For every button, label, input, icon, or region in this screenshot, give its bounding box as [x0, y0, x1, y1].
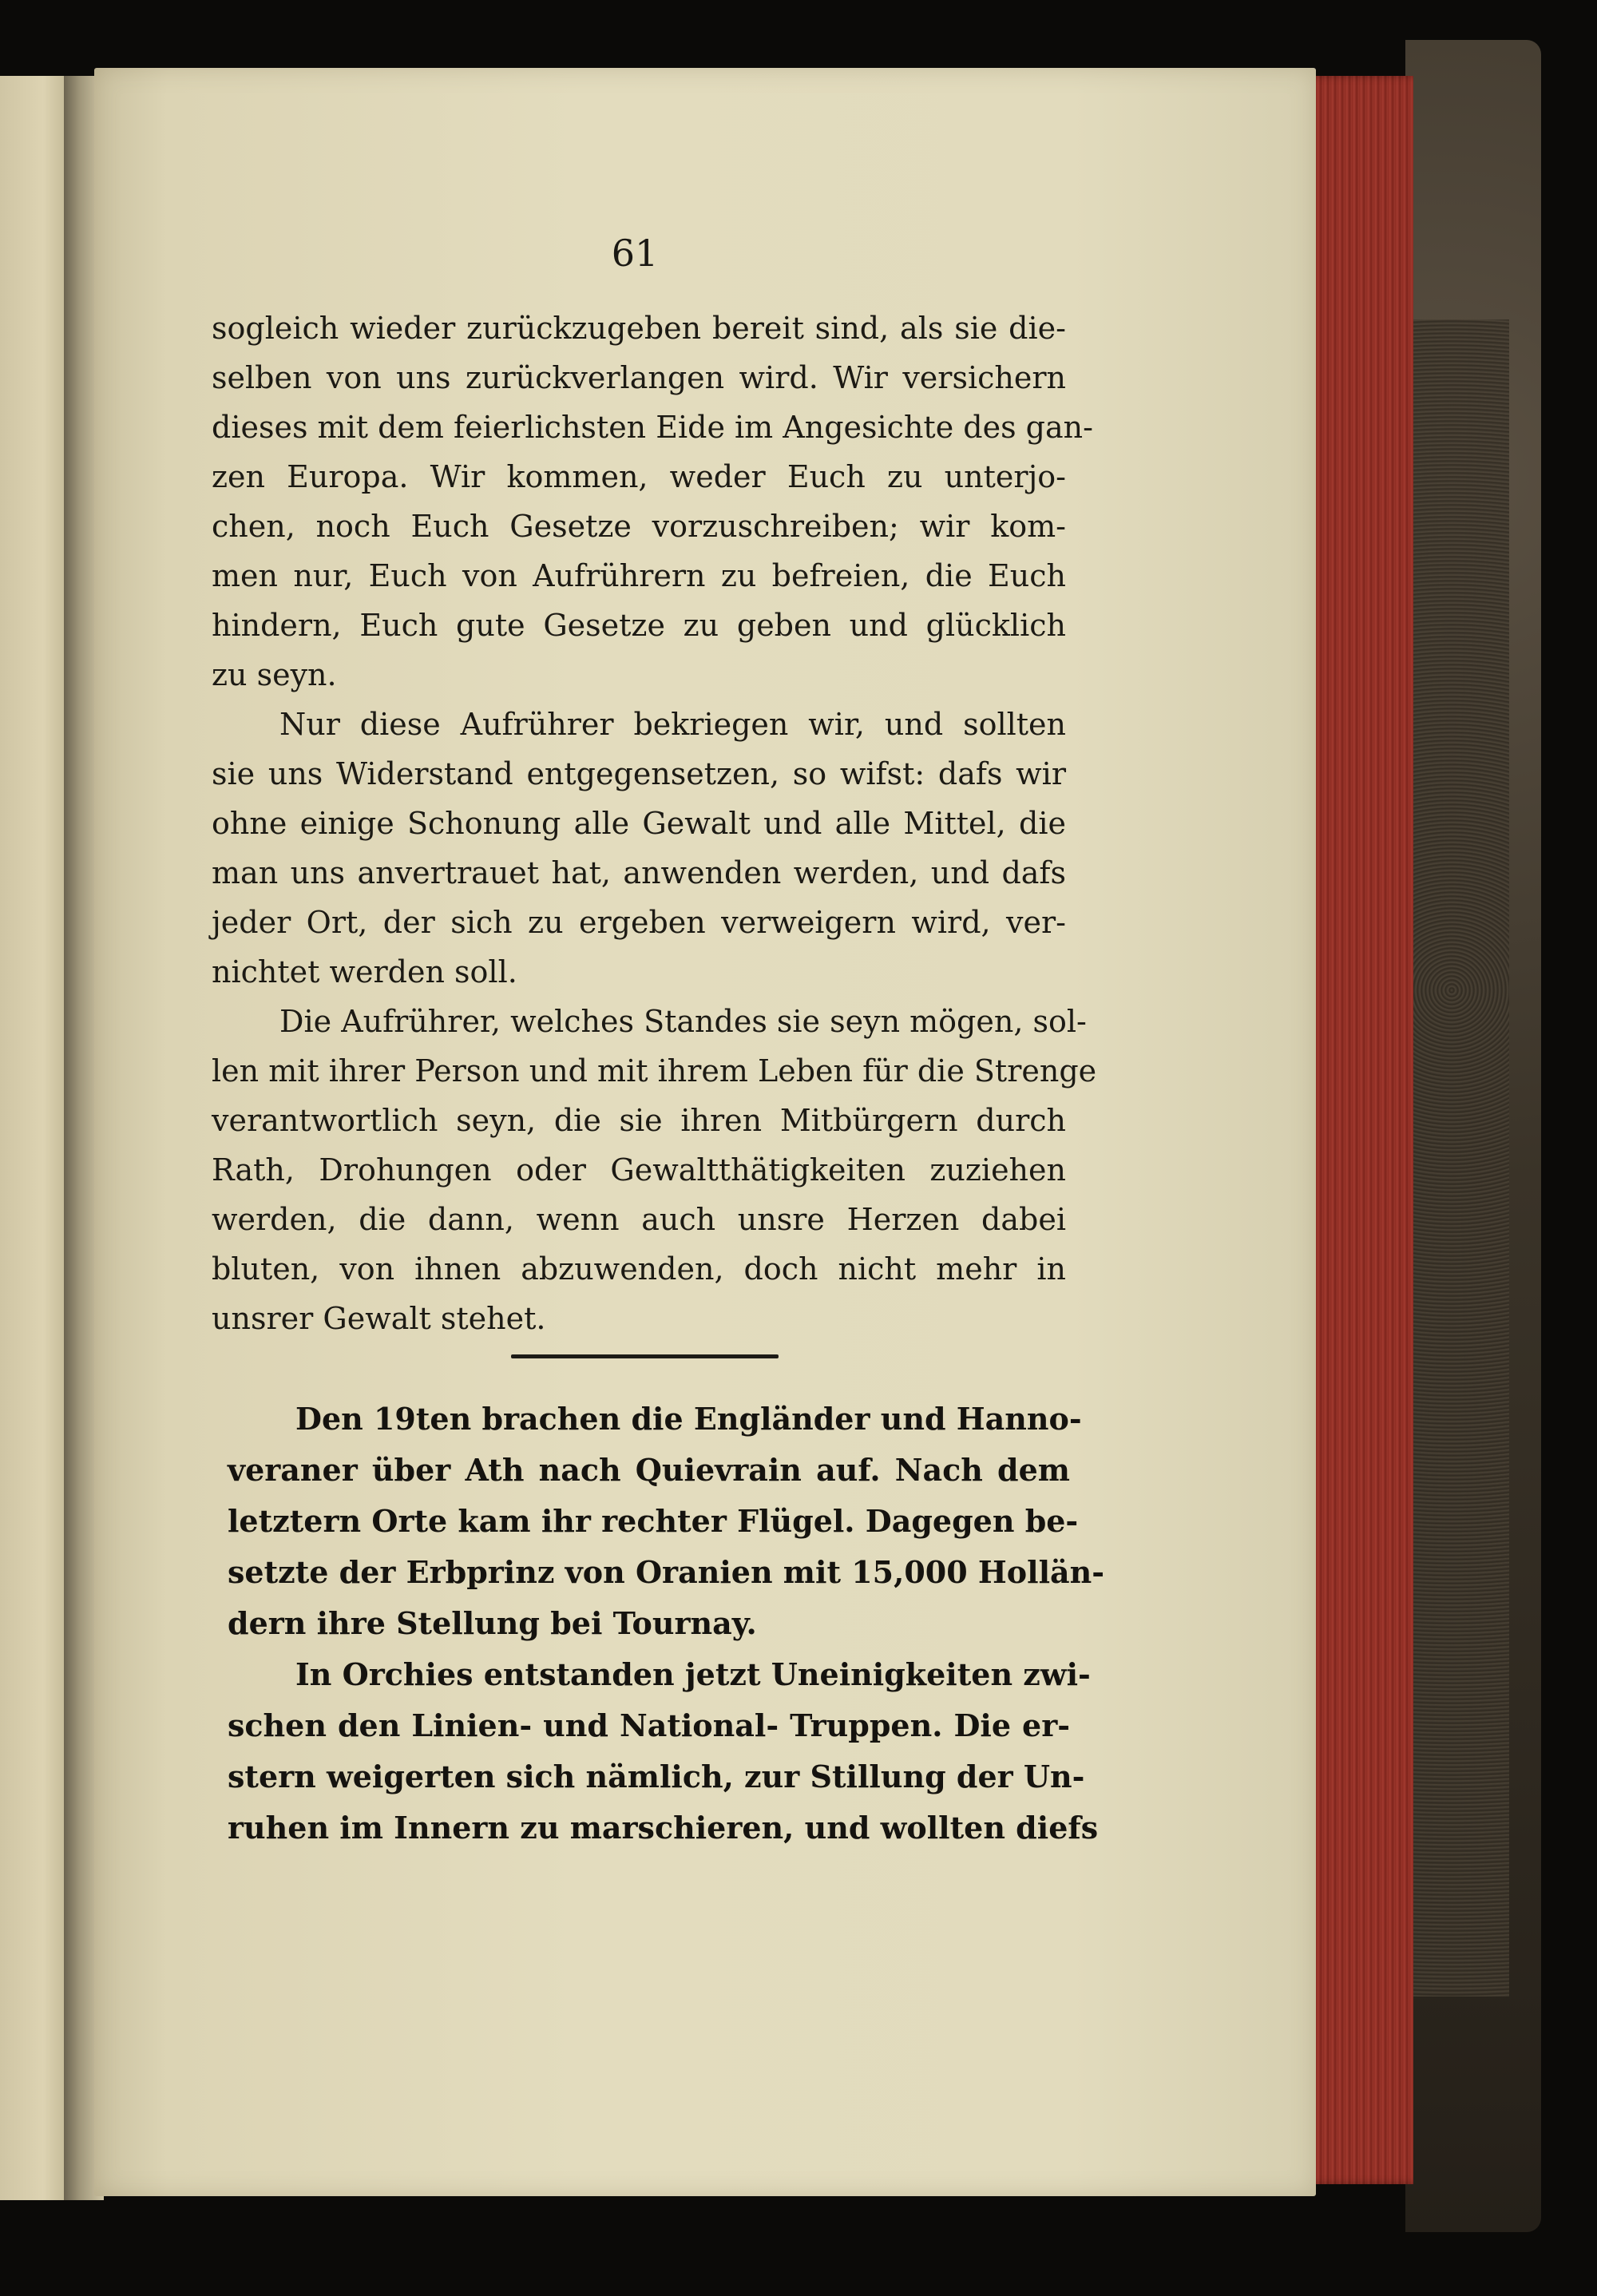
text-line: Nur diese Aufrührer bekriegen wir, und sollten [279, 707, 1066, 742]
text-line: letztern Orte kam ihr rechter Flügel. Dagegen be- [228, 1503, 1079, 1539]
text-line: men nur, Euch von Aufrührern zu befreien, die Euch [212, 558, 1066, 593]
text-line: len mit ihrer Person und mit ihrem Leben für die Strenge [212, 1053, 1097, 1089]
red-page-edges [1302, 76, 1413, 2184]
text-line: setzte der Erbprinz von Oranien mit 15,000 Hollän- [228, 1554, 1105, 1590]
text-line: Rath, Drohungen oder Gewaltthätigkeiten zuziehen [212, 1152, 1066, 1188]
text-line: selben von uns zurückverlangen wird. Wir versichern [212, 360, 1066, 395]
cover-texture [1413, 319, 1509, 1997]
text-line: zen Europa. Wir kommen, weder Euch zu unterjo- [212, 459, 1066, 494]
text-block-bottom [228, 1394, 1105, 1854]
text-line: sogleich wieder zurückzugeben bereit sind, als sie die- [212, 311, 1066, 346]
paragraph [212, 997, 1097, 1343]
text-line: Den 19ten brachen die Engländer und Hanno- [295, 1401, 1082, 1437]
text-line: verantwortlich seyn, die sie ihren Mitbürgern durch [212, 1103, 1066, 1138]
section-divider [511, 1354, 779, 1358]
text-line: hindern, Euch gute Gesetze zu geben und glücklich [212, 608, 1066, 643]
text-line: unsrer Gewalt stehet. [212, 1301, 546, 1336]
text-line: chen, noch Euch Gesetze vorzuschreiben; wir kom- [212, 509, 1066, 544]
text-line: ruhen im Innern zu marschieren, und wollten diefs [228, 1810, 1099, 1846]
text-line: In Orchies entstanden jetzt Uneinigkeiten zwi- [295, 1656, 1091, 1692]
text-line: werden, die dann, wenn auch unsre Herzen dabei [212, 1202, 1066, 1237]
text-line: dern ihre Stellung bei Tournay. [228, 1605, 757, 1641]
previous-page-edge [0, 76, 72, 2200]
text-block-top [212, 303, 1097, 1343]
text-line: ohne einige Schonung alle Gewalt und alle Mittel, die [212, 806, 1066, 841]
paragraph [228, 1394, 1105, 1649]
text-line: man uns anvertrauet hat, anwenden werden, und dafs [212, 855, 1066, 890]
text-line: nichtet werden soll. [212, 954, 517, 989]
paragraph [212, 700, 1066, 997]
text-line: jeder Ort, der sich zu ergeben verweigern wird, ver- [212, 905, 1066, 940]
text-line: Die Aufrührer, welches Standes sie seyn mögen, sol- [279, 1004, 1087, 1039]
text-line: zu seyn. [212, 657, 337, 692]
text-line: bluten, von ihnen abzuwenden, doch nicht mehr in [212, 1251, 1066, 1287]
page-number: 61 [611, 232, 659, 275]
text-line: veraner über Ath nach Quievrain auf. Nach dem [228, 1452, 1070, 1488]
text-line: dieses mit dem feierlichsten Eide im Angesichte des gan- [212, 410, 1093, 445]
text-line: schen den Linien- und National- Truppen. Die er- [228, 1707, 1070, 1743]
paragraph [228, 1649, 1099, 1854]
text-line: stern weigerten sich nämlich, zur Stillung der Un- [228, 1759, 1085, 1794]
text-line: sie uns Widerstand entgegensetzen, so wifst: dafs wir [212, 756, 1066, 791]
paragraph [212, 303, 1093, 700]
